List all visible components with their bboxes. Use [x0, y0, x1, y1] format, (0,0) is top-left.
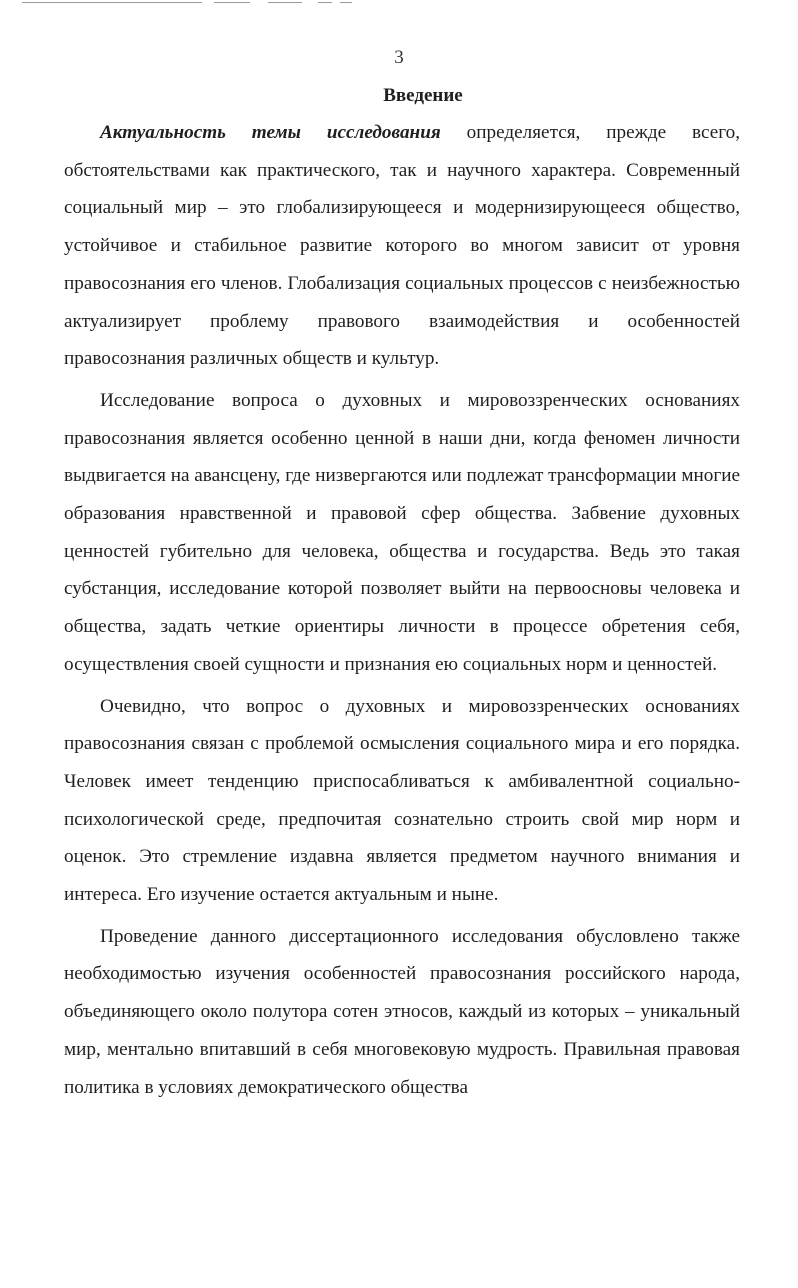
scan-mark	[318, 2, 332, 3]
scan-mark	[268, 2, 302, 3]
scan-mark	[340, 2, 352, 3]
scan-edge-marks	[0, 0, 798, 10]
body-text	[64, 114, 740, 1106]
paragraph: Проведение данного диссертационного исследования обусловлено также необходимостью изучения особенностей правосознания российского народа, объединяющего около полутора сотен этносов, каждый из которых – уникальный мир, ментально впитавший в себя многовековую мудрость. Правильная правовая политика в условиях демократического общества	[64, 925, 740, 1098]
page-number: 3	[394, 47, 404, 68]
scan-mark	[22, 2, 202, 3]
paragraph-text: определяется, прежде всего, обстоятельствами как практического, так и научного характера. Современный социальный мир – это глобализирующееся и модернизирующееся общество, устойчивое и стабильное развитие которого во многом зависит от уровня правосознания его членов. Глобализация социальных процессов с неизбежностью актуализирует проблему правового взаимодействия и особенностей правосознания различных обществ и культур.	[64, 122, 740, 370]
paragraph-lead-emphasis: Актуальность темы исследования	[100, 122, 441, 143]
scan-mark	[214, 2, 250, 3]
paragraph: Очевидно, что вопрос о духовных и мировоззренческих основаниях правосознания связан с проблемой осмысления социального мира и его порядка. Человек имеет тенденцию приспосабливаться к амбивалентной социально-психологической среде, предпочитая сознательно строить свой мир норм и оценок. Это стремление издавна является предметом научного внимания и интереса. Его изучение остается актуальным и ныне.	[64, 695, 740, 906]
page-title: Введение	[383, 85, 463, 106]
paragraph: Исследование вопроса о духовных и мировоззренческих основаниях правосознания является особенно ценной в наши дни, когда феномен личности выдвигается на авансцену, где низвергаются или подлежат трансформации многие образования нравственной и правовой сфер общества. Забвение духовных ценностей губительно для человека, общества и государства. Ведь это такая субстанция, исследование которой позволяет выйти на первоосновы человека и общества, задать четкие ориентиры личности в процессе обретения себя, осуществления своей сущности и признания ею социальных норм и ценностей.	[64, 389, 741, 675]
paragraph	[64, 114, 740, 378]
